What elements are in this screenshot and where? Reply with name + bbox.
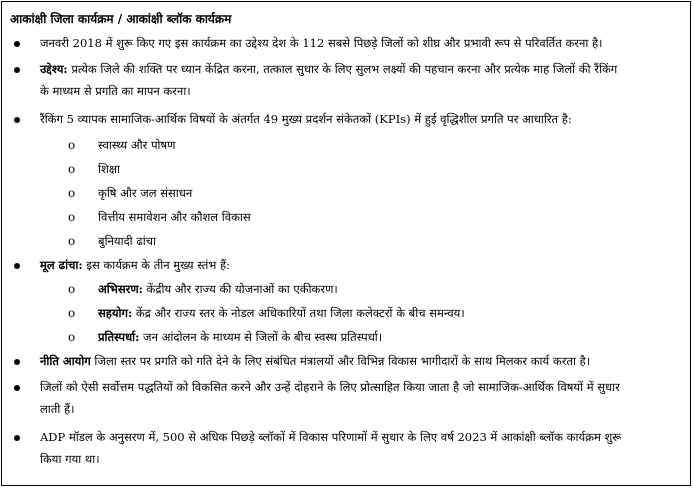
- bullet-icon: [14, 67, 20, 73]
- sub-bullet-marker: o: [68, 162, 76, 176]
- pillar-text: सहयोग: केंद्र और राज्य स्तर के नोडल अधिकारियों तथा जिला कलेक्टरों के बीच समन्वय।: [98, 306, 465, 320]
- list-item-text: जिलों को ऐसी सर्वोत्तम पद्धतियों को विकसित करने और उन्हें दोहराने के लिए प्रोत्साहित किया जाता है जो सामाजिक-आर्थिक विषयों में सुधार: [40, 380, 620, 394]
- bullet-icon: [14, 385, 20, 391]
- pillar-text: अभिसरण: केंद्रीय और राज्य की योजनाओं का एकीकरण।: [98, 282, 338, 296]
- bullet-icon: [14, 359, 20, 365]
- sub-bullet-marker: o: [68, 210, 76, 224]
- pillar-text: प्रतिस्पर्धा: जन आंदोलन के माध्यम से जिलों के बीच स्वस्थ प्रतिस्पर्धा।: [98, 330, 383, 344]
- content-box: [1, 1, 691, 486]
- list-item-text: मूल ढांचा: इस कार्यक्रम के तीन मुख्य स्तंभ हैं:: [40, 258, 230, 272]
- theme-label: बुनियादी ढांचा: [98, 234, 157, 248]
- bullet-icon: [14, 41, 20, 47]
- sub-bullet-marker: o: [68, 138, 76, 152]
- theme-label: वित्तीय समावेशन और कौशल विकास: [98, 210, 251, 224]
- bullet-icon: [14, 117, 20, 123]
- sub-bullet-marker: o: [68, 186, 76, 200]
- theme-label: स्वास्थ्य और पोषण: [98, 138, 176, 152]
- theme-label: शिक्षा: [98, 162, 121, 176]
- bullet-icon: [14, 263, 20, 269]
- list-item-text-continued: लाती हैं।: [40, 402, 75, 416]
- list-item-text: जनवरी 2018 में शुरू किए गए इस कार्यक्रम का उद्देश्य देश के 112 सबसे पिछड़े जिलों को शीघ्र और प्रभावी रूप से परिवर्तित करना है।: [40, 36, 603, 50]
- theme-label: कृषि और जल संसाधन: [98, 186, 193, 200]
- document-title: आकांक्षी जिला कार्यक्रम / आकांक्षी ब्लॉक कार्यक्रम: [10, 12, 232, 26]
- list-item-text: रैंकिंग 5 व्यापक सामाजिक-आर्थिक विषयों के अंतर्गत 49 मुख्य प्रदर्शन संकेतकों (KPIs) में हुई वृद्धिशील प्रगति पर आधारित है:: [40, 112, 572, 126]
- sub-bullet-marker: o: [68, 234, 76, 248]
- sub-bullet-marker: o: [68, 330, 76, 344]
- list-item-text-continued: के माध्यम से प्रगति का मापन करना।: [40, 84, 191, 98]
- sub-bullet-marker: o: [68, 306, 76, 320]
- bullet-icon: [14, 435, 20, 441]
- list-item-text: ADP मॉडल के अनुसरण में, 500 से अधिक पिछड़े ब्लॉकों में विकास परिणामों में सुधार के लिए वर्ष 2023 में आकांक्षी ब्लॉक कार्यक्रम शुरू: [40, 430, 622, 444]
- list-item-text-continued: किया गया था।: [40, 452, 100, 466]
- sub-bullet-marker: o: [68, 282, 76, 296]
- list-item-text: उद्देश्य: प्रत्येक जिले की शक्ति पर ध्यान केंद्रित करना, तत्काल सुधार के लिए सुलभ लक्ष्यों की पहचान करना और प्रत्येक माह जिलों की रैंकिंग: [40, 62, 618, 76]
- list-item-text: नीति आयोग जिला स्तर पर प्रगति को गति देने के लिए संबंधित मंत्रालयों और विभिन्न विकास भागीदारों के साथ मिलकर कार्य करता है।: [40, 354, 591, 368]
